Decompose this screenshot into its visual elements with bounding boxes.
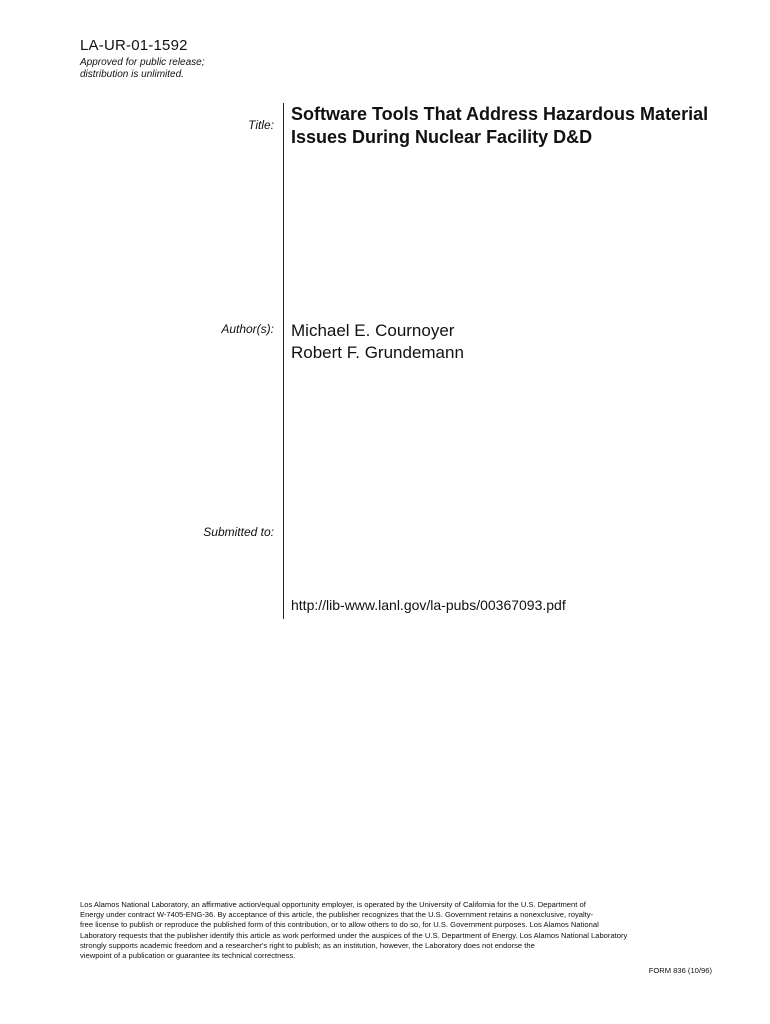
disclaimer-line: Los Alamos National Laboratory, an affirmative action/equal opportunity employer, is operated by the University of California for the U.S. Department of (80, 900, 586, 909)
title-line: Issues During Nuclear Facility D&D (291, 127, 593, 147)
document-title (291, 103, 708, 149)
disclaimer-line: free license to publish or reproduce the published form of this contribution, or to allow others to do so, for U.S. Government purposes. Los Alamos National (80, 920, 599, 930)
disclaimer-line: Laboratory requests that the publisher identify this article as work performed under the auspices of the U.S. Department of Energy. Los Alamos National Laboratory (80, 930, 628, 940)
disclaimer-line: strongly supports academic freedom and a researcher's right to publish; as an institution, however, the Laboratory does not endorse the (80, 940, 535, 950)
report-number: LA-UR-01-1592 (80, 37, 188, 54)
authors-label: Author(s): (221, 322, 274, 336)
field-divider-line (283, 103, 284, 619)
form-number: FORM 836 (10/96) (648, 966, 712, 975)
author-name: Robert F. Grundemann (291, 343, 464, 362)
submitted-url: http://lib-www.lanl.gov/la-pubs/00367093.pdf (291, 597, 566, 613)
release-statement (80, 57, 205, 81)
release-line: distribution is unlimited. (80, 69, 184, 80)
legal-disclaimer (80, 900, 720, 961)
disclaimer-line: Energy under contract W-7405-ENG-36. By acceptance of this article, the publisher recognizes that the U.S. Government retains a nonexclusive, royalty- (80, 910, 594, 920)
title-line: Software Tools That Address Hazardous Material (291, 104, 709, 124)
title-label: Title: (248, 118, 274, 132)
submitted-to-label: Submitted to: (203, 525, 274, 539)
disclaimer-line: viewpoint of a publication or guarantee its technical correctness. (80, 951, 296, 961)
author-name: Michael E. Cournoyer (291, 321, 455, 340)
release-line: Approved for public release; (80, 57, 205, 68)
authors-list (291, 320, 464, 364)
